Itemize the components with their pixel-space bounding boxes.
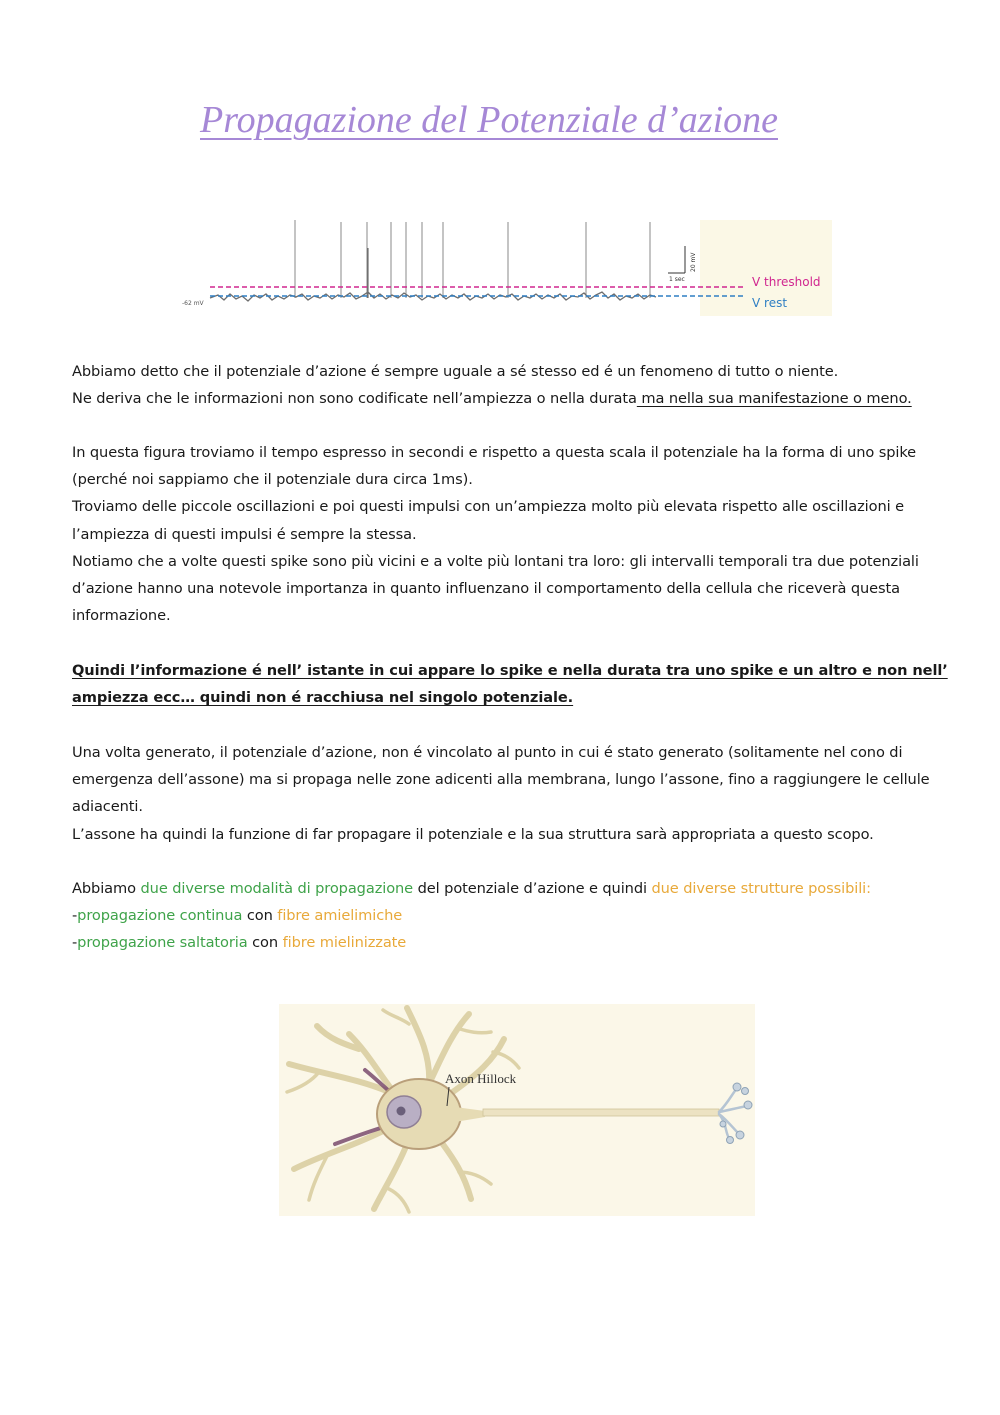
text-line: adiacenti. xyxy=(72,798,143,816)
text-line: l’ampiezza di questi impulsi é sempre la stessa. xyxy=(72,525,417,543)
text-line: Notiamo che a volte questi spike sono più vicini e a volte più lontani tra loro: gli intervalli temporali tra due potenziali xyxy=(72,552,919,570)
paragraph-figure-description xyxy=(72,439,942,629)
rest-label: V rest xyxy=(752,296,788,310)
text-span: con xyxy=(242,907,278,925)
green-text: propagazione continua xyxy=(77,907,243,925)
bold-text-line: Quindi l’informazione é nell’ istante in cui appare lo spike e nella durata tra uno spike e un altro e non nell’ xyxy=(72,662,948,679)
text-span: con xyxy=(247,934,283,952)
underlined-text: ma nella sua manifestazione o meno. xyxy=(636,390,912,408)
text-line xyxy=(72,875,942,902)
scale-voltage-label: 20 mV xyxy=(690,252,697,272)
text-span: - xyxy=(72,907,78,925)
threshold-label: V threshold xyxy=(752,275,821,289)
green-text: propagazione saltatoria xyxy=(77,934,248,952)
green-text: due diverse modalità di propagazione xyxy=(140,880,414,897)
axon-hillock-label: Axon Hillock xyxy=(445,1071,517,1086)
paragraph-propagation xyxy=(72,739,942,848)
text-line: (perché noi sappiamo che il potenziale dura circa 1ms). xyxy=(72,471,473,489)
text-line: Abbiamo detto che il potenziale d’azione é sempre uguale a sé stesso ed é un fenomeno di tutto o niente. xyxy=(72,363,839,380)
paragraph-intro xyxy=(72,358,942,412)
neuron-illustration xyxy=(279,1004,755,1216)
text-line xyxy=(72,385,942,412)
axon xyxy=(483,1109,719,1116)
bold-text-line: ampiezza ecc… quindi non é racchiusa nel singolo potenziale. xyxy=(72,689,574,707)
paragraph-modalities xyxy=(72,875,942,957)
scale-time-label: 1 sec xyxy=(669,276,685,283)
text-line: Una volta generato, il potenziale d’azione, non é vincolato al punto in cui é stato generato (solitamente nel cono di xyxy=(72,744,903,761)
baseline-label: -62 mV xyxy=(182,300,204,307)
text-line: informazione. xyxy=(72,607,171,625)
text-line: L’assone ha quindi la funzione di far propagare il potenziale e la sua struttura sarà appropriata a questo scopo. xyxy=(72,825,874,843)
text-span: Abbiamo xyxy=(72,880,141,897)
text-span: del potenziale d’azione e quindi xyxy=(413,880,652,897)
paragraph-conclusion xyxy=(72,657,948,711)
orange-text: fibre mielinizzate xyxy=(282,934,407,952)
text-line: In questa figura troviamo il tempo espresso in secondi e rispetto a questa scala il potenziale ha la forma di uno spike xyxy=(72,444,917,461)
action-potential-trace-figure xyxy=(180,218,832,318)
orange-text: due diverse strutture possibili: xyxy=(651,880,871,897)
list-item xyxy=(72,902,942,929)
text-line: emergenza dell’assone) ma si propaga nelle zone adicenti alla membrana, lungo l’assone, fino a raggiungere le cellule xyxy=(72,771,930,789)
text-span: - xyxy=(72,934,78,952)
text-span: Ne deriva che le informazioni non sono codificate nell’ampiezza o nella durata xyxy=(72,390,637,408)
page-title: Propagazione del Potenziale d’azione xyxy=(200,99,778,141)
nucleolus xyxy=(397,1107,406,1116)
orange-text: fibre amielimiche xyxy=(277,907,403,925)
text-line: d’azione hanno una notevole importanza in quanto influenzano il comportamento della cellula che riceverà questa xyxy=(72,580,901,598)
list-item xyxy=(72,929,942,956)
text-line: Troviamo delle piccole oscillazioni e poi questi impulsi con un’ampiezza molto più elevata rispetto alle oscillazioni e xyxy=(72,498,904,516)
